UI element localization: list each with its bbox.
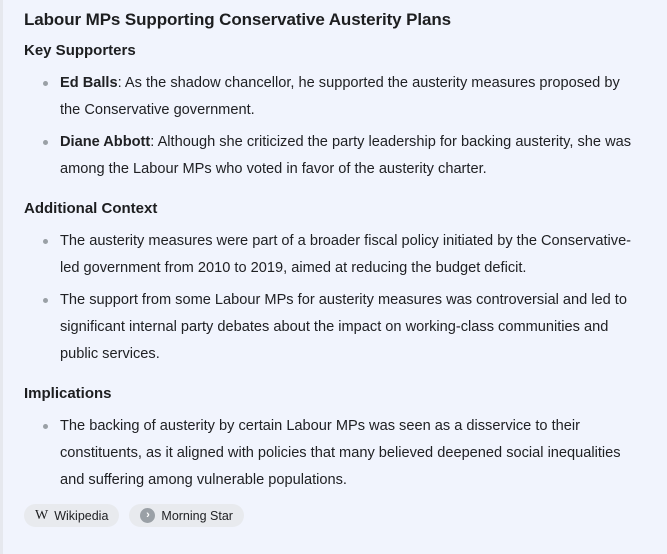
bullet-text: The support from some Labour MPs for austerity measures was controversial and led to significant internal party debates about the impact on working-class communities and public services. xyxy=(60,292,627,362)
list-item xyxy=(24,70,633,124)
list-item xyxy=(24,413,633,494)
bullet-lead-name: Ed Balls xyxy=(60,75,118,91)
section-heading-additional-context: Additional Context xyxy=(24,200,158,217)
source-chip-wikipedia[interactable] xyxy=(24,504,119,527)
implications-list xyxy=(24,413,633,494)
page-title: Labour MPs Supporting Conservative Austerity Plans xyxy=(24,10,452,29)
source-chip-label: Morning Star xyxy=(161,508,233,523)
bullet-text: The austerity measures were part of a broader fiscal policy initiated by the Conservative-led government from 2010 to 2019, aimed at reducing the budget deficit. xyxy=(60,233,632,276)
bullet-text: The backing of austerity by certain Labour MPs was seen as a disservice to their constituents, as it aligned with policies that many believed deepened social inequalities and suffering among vulnerable populations. xyxy=(60,418,621,488)
list-item xyxy=(24,129,633,183)
wikipedia-w-icon: W xyxy=(35,507,49,523)
source-chip-label: Wikipedia xyxy=(54,508,109,523)
bullet-text: : Although she criticized the party leadership for backing austerity, she was among the Labour MPs who voted in favor of the austerity charter. xyxy=(60,134,632,177)
sources-row xyxy=(24,504,633,527)
source-chip-morning-star[interactable] xyxy=(129,504,244,527)
additional-context-list xyxy=(24,228,633,368)
chevron-right-circle-icon: › xyxy=(140,508,155,523)
list-item xyxy=(24,287,633,368)
key-supporters-list xyxy=(24,70,633,183)
list-item xyxy=(24,228,633,282)
bullet-text: : As the shadow chancellor, he supported the austerity measures proposed by the Conservative government. xyxy=(60,75,620,118)
section-heading-key-supporters: Key Supporters xyxy=(24,42,136,59)
bullet-lead-name: Diane Abbott xyxy=(60,134,151,150)
section-heading-implications: Implications xyxy=(24,385,112,402)
